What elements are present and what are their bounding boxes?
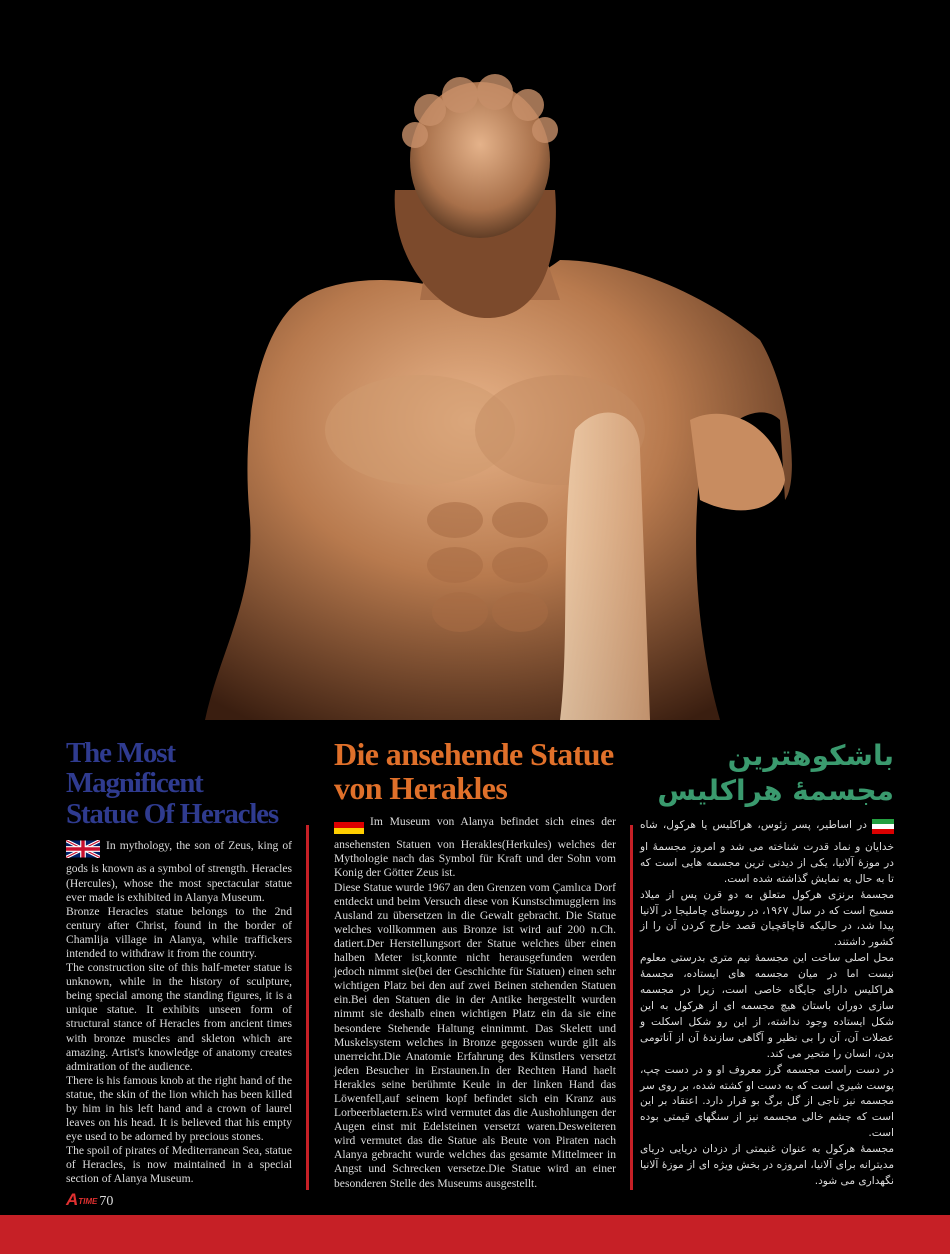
english-paragraph: The construction site of this half-meter statue is unknown, while in the history of sculpture, being special among the standing figures, it is a unique statue. It exhibits unseen form of structural stance of Heracles from ancient times with bronze muscles and skleton which are amazing. Artist's knowledge of anatomy creates admiration of the audience. xyxy=(66,961,292,1073)
column-divider xyxy=(306,825,309,1190)
persian-paragraph xyxy=(640,818,894,888)
iran-flag-icon xyxy=(872,819,894,840)
persian-body xyxy=(640,818,894,1190)
english-paragraph: Bronze Heracles statue belongs to the 2nd century after Christ, found in the border of Chamlija village in Alanya, while traffickers intended to withdraw it from the country. xyxy=(66,904,292,960)
german-flag-icon xyxy=(334,816,364,838)
persian-paragraph: محل اصلی ساخت این مجسمۀ نیم متری بدرستی معلوم نیست اما در میان مجسمه های ایستاده، مجسمۀ هراکلیس دارای جایگاه خاصی است، زیرا در مجسمه سازی دوران باستان هیچ مجسمه ای از هرکول به این شکل ایستاده وجود نداشته، از این رو شکل اسکلت و عضلات آن، آن را بی نظیر و آگاهی سازندۀ آن از آناتومی بدن، انسان را متحیر می کند. xyxy=(640,952,894,1060)
german-title-line1: Die ansehende Statue xyxy=(334,736,614,772)
persian-paragraph: در دست راست مجسمه گرز معروف او و در دست چپ، پوست شیری است که به دست او کشته شده، بر روی سر مجسمه نیز تاجی از گل برگ بو قرار دارد. اعتقاد بر این است که چشم خالی مجسمه نیز از سنگهای قیمتی بوده است. xyxy=(640,1063,894,1140)
english-column xyxy=(66,738,292,1187)
persian-paragraph-text: در اساطیر، پسر زئوس، هراکلیس یا هرکول، شاه خدایان و نماد قدرت شناخته می شد و امروز مجسمۀ او در موزۀ آلانیا، یکی از دیدنی ترین مجسمه هایی است که تا به حال به نمایش گذاشته شده است. xyxy=(640,819,894,885)
page-footer xyxy=(66,1190,113,1210)
english-paragraph-text: In mythology, the son of Zeus, king of gods is known as a symbol of strength. Heracles (Hercules), whose the most spectacular statue ever made is exhibited in Alanya Museum. xyxy=(66,839,292,904)
persian-paragraph: مجسمۀ برنزی هرکول متعلق به دو قرن پس از میلاد مسیح است که در سال ۱۹۶۷، در روستای چاملیجا در آلانیا پیدا شد، در حالیکه قاچاقچیان قصد خارج کردن آن را از کشور داشتند. xyxy=(640,888,895,949)
german-column xyxy=(334,738,616,1191)
uk-flag-icon xyxy=(66,840,100,862)
bottom-red-bar xyxy=(0,1215,950,1254)
persian-column xyxy=(640,738,894,1190)
persian-title-line2: مجسمۀ هراکلیس xyxy=(657,774,894,807)
german-paragraph-text: Im Museum von Alanya befindet sich eines der ansehensten Statuen von Herakles(Herkules) welches der Mythologie nach das Symbol für Kraft und der Sohn vom Konig der Götter Zeus ist. xyxy=(334,815,616,880)
english-paragraph xyxy=(66,839,292,904)
english-title-line1: The Most Magnificent xyxy=(66,737,203,800)
german-title-line2: von Herakles xyxy=(334,769,508,806)
logo-main: A xyxy=(66,1190,79,1209)
column-divider xyxy=(630,825,633,1190)
german-body xyxy=(334,815,616,1190)
persian-paragraph: مجسمۀ هرکول به عنوان غنیمتی از دزدان دریایی دریای مدیترانه برای آلانیا، امروزه در بخش ویژه ای از موزۀ آلانیا نگهداری می شود. xyxy=(640,1143,894,1187)
english-body xyxy=(66,839,292,1186)
page-number: 70 xyxy=(99,1194,114,1209)
german-paragraph xyxy=(334,815,616,880)
english-title xyxy=(66,738,292,829)
english-title-line2: Statue Of Heracles xyxy=(66,797,278,830)
german-title xyxy=(334,738,616,805)
english-paragraph: The spoil of pirates of Mediterranean Sea, statue of Heracles, is now maintained in a special section of Alanya Museum. xyxy=(66,1144,292,1186)
persian-title xyxy=(640,738,894,808)
logo-small: TIME xyxy=(78,1197,98,1206)
english-paragraph: There is his famous knob at the right hand of the statue, the skin of the lion which has been killed by him in his left hand and a crown of laurel leaves on his head. It is believed that his empty eye used to be adorned by precious stones. xyxy=(66,1073,292,1144)
german-paragraph: Diese Statue wurde 1967 an den Grenzen vom Çamlıca Dorf entdeckt und beim Versuch diese von Kunstschmugglern ins Ausland zu übersetzen in die Gewalt gebracht. Die Statue welches vollkommen aus Bronze ist wird auf 200 n.Ch. datiert.Der Herstellungsort der Statue welches über einen halben Meter ist,konnte nicht herausgefunden werden jedoch nimmt sie(bei der Geschichte für Statuen) einen sehr wichtigen Platz bei den auf zwei Beinen stehenden Statuen ein.Bei den Statuen die in der Antike hergestellt wurden nimmt sie deshalb einen wichtigen Platz ein da sie eine besondere Stehende Haltung einnimmt. Das Skelett und Muskelsystem welches in Bronze gegossen wurde gilt als unerreicht.Die Anatomie Erfahrung des Künstlers versetzt jeden Besucher in Erstaunen.In der Rechten Hand haelt Herakles seine berühmte Keule in der linken Hand das Löwenfell,auf seinem kopf befindet sich ein Kranz aus Lorbeerblaetern.Es wird vermutet das die Aushohlungen der Augen einst mit Edelsteinen versetzt waren.Desweiteren wird vermutet das die Statue als Beute von Piraten nach Alanya gebracht wurde welches das gesamte Mittelmeer in Angst und Schrecken versetze.Die Statue wird an einer besonderen Stelle des Museums ausgestellt. xyxy=(334,880,616,1190)
magazine-logo xyxy=(66,1190,97,1210)
persian-title-line1: باشکوهترین xyxy=(727,739,894,772)
